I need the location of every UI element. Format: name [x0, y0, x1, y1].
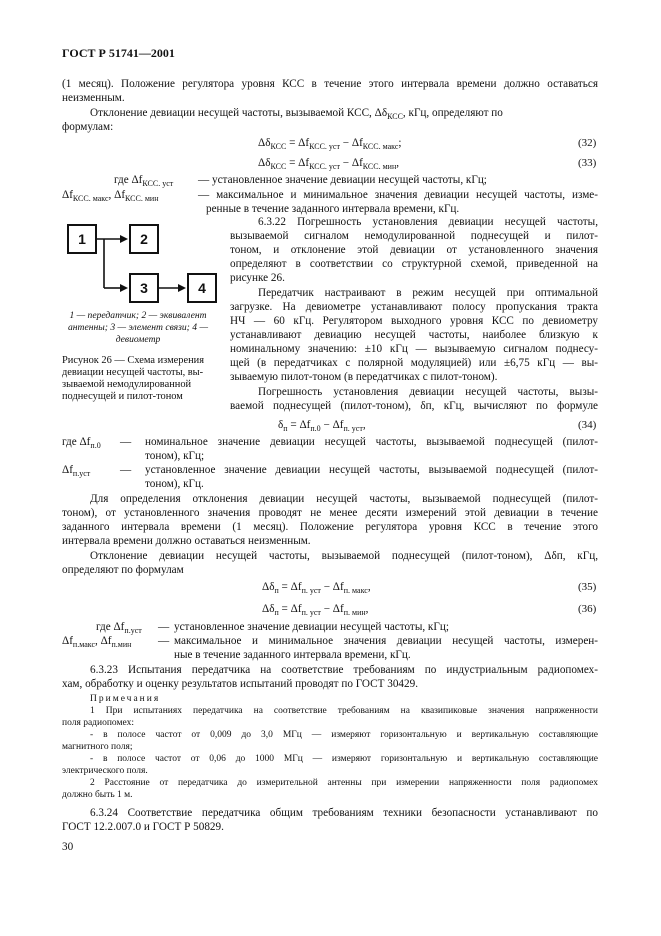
definition-text: — максимальное и минимальное значения девиации несущей частоты, изме-	[198, 189, 598, 201]
definition-term: где $\Delta f_{п.0}$	[62, 436, 101, 451]
paragraph-line: интервала времени должно оставаться неизменным.	[62, 535, 311, 547]
paragraph-line: 6.3.22 Погрешность установления девиации несущей частоты,	[258, 216, 598, 228]
paragraph-line: определяют по формулам	[62, 564, 184, 576]
definition-term: $\Delta f_{п.уст}$	[62, 464, 91, 479]
figure-caption: зываемой немодулированной	[62, 379, 192, 390]
paragraph-line: Передатчик настраивают в режим несущей при оптимальной	[258, 287, 598, 299]
paragraph-line: 6.3.24 Соответствие передатчика общим требованиям техники безопасности устанавливают по	[90, 807, 598, 819]
paragraph-line: определяют в соответствии со структурной схемой, приведенной на	[230, 258, 598, 270]
definition-text: установленное значение девиации несущей частоты, вызываемой поднесущей (пилот-	[145, 464, 598, 476]
paragraph-line: ваемой поднесущей (пилот-тоном), δп, кГц, вычисляют по формуле	[230, 400, 598, 412]
equation-number: (35)	[578, 581, 597, 593]
paragraph-line: тоном, и отклонение этой девиации от установленного значения	[230, 244, 598, 256]
equation-number: (36)	[578, 603, 597, 615]
equation-number: (34)	[578, 419, 597, 431]
definition-dash: —	[158, 635, 170, 647]
figure-legend: 1 — передатчик; 2 — эквивалент	[69, 310, 207, 321]
equation-number: (33)	[578, 157, 597, 169]
paragraph-line: ГОСТ 12.2.007.0 и ГОСТ Р 50829.	[62, 821, 224, 833]
paragraph-line: неизменным.	[62, 92, 125, 104]
note-line: - в полосе частот от 0,009 до 3,0 МГц — измеряют горизонтальную и вертикальную составляющие	[90, 730, 598, 740]
definition-term: где $\Delta f_{п.уст}$	[96, 621, 142, 636]
definition-text: ренные в течение заданного интервала времени, кГц.	[206, 203, 460, 215]
note-line: 2 Расстояние от передатчика до измерительной антенны при измерении напряженности поля радиопомех	[90, 778, 598, 788]
paragraph-line: 6.3.23 Испытания передатчика на соответствие требованиям по индустриальным радиопомех-	[90, 664, 598, 676]
definition-text: максимальное и минимальное значения девиации несущей частоты, измерен-	[174, 635, 598, 647]
block-antenna-equivalent: 2	[129, 224, 159, 254]
paragraph-line: НЧ — 60 кГц. Регулятором выходного уровня КСС по девиометру	[230, 315, 598, 327]
block-coupling-element: 3	[129, 273, 159, 303]
paragraph-line: Погрешность установления девиации несущей частоты, вызы-	[258, 386, 598, 398]
paragraph-line: номинальному значению: ±10 кГц — вызываемую сигналом поднесу-	[230, 343, 598, 355]
definition-dash: —	[120, 464, 132, 476]
paragraph-line: устанавливают девиацию несущей частоты, наиболее близкую к	[230, 329, 598, 341]
document-header: ГОСТ Р 51741—2001	[62, 46, 175, 60]
equation-36: $\Delta\delta_п = \Delta f_{п. уст} - \Delta f_{п. мин}$,	[262, 603, 369, 618]
definition-text: — установленное значение девиации несущей частоты, кГц;	[198, 174, 487, 186]
equation-33: $\Delta\delta_{КСС} = \Delta f_{КСС. уст} - \Delta f_{КСС. мин}$,	[258, 157, 400, 172]
paragraph-line: тоном), от установленного значения проводят не менее десяти измерений этой девиации в течение	[62, 507, 598, 519]
definition-term: $\Delta f_{КСС. макс}$, $\Delta f_{КСС. мин}$	[62, 189, 159, 204]
equation-number: (32)	[578, 137, 597, 149]
paragraph-line: (1 месяц). Положение регулятора уровня КСС в течение этого интервала времени должно оставаться	[62, 78, 598, 90]
definition-text: тоном), кГц.	[145, 478, 204, 490]
page-number: 30	[62, 841, 74, 853]
definition-dash: —	[120, 436, 132, 448]
paragraph-line: Отклонение девиации несущей частоты, вызываемой КСС, $\Delta\delta_{КСС}$, кГц, определяют по	[90, 107, 503, 122]
paragraph-line: Для определения отклонения девиации несущей частоты, вызываемой поднесущей (пилот-	[90, 493, 598, 505]
figure-legend: антенны; 3 — элемент связи; 4 —	[68, 322, 208, 333]
definition-text: ные в течение заданного интервала времени, кГц.	[174, 649, 411, 661]
paragraph-line: загрузке. На девиометре устанавливают полосу пропускания тракта	[230, 301, 598, 313]
definition-term: $\Delta f_{п.макс}$, $\Delta f_{п.мин}$	[62, 635, 132, 650]
notes-heading: Примечания	[90, 694, 161, 704]
definition-term: где $\Delta f_{КСС. уст}$	[114, 174, 174, 189]
definition-dash: —	[158, 621, 170, 633]
definition-text: тоном), кГц;	[145, 450, 205, 462]
figure-legend: девиометр	[115, 334, 161, 345]
note-line: поля радиопомех:	[62, 718, 134, 728]
definition-text: номинальное значение девиации несущей частоты, вызываемой поднесущей (пилот-	[145, 436, 598, 448]
paragraph-line: хам, обработку и оценку результатов испытаний проводят по ГОСТ 30429.	[62, 678, 418, 690]
note-line: - в полосе частот от 0,06 до 1000 МГц — измеряют горизонтальную и вертикальную составляющие	[90, 754, 598, 764]
note-line: 1 При испытаниях передатчика на соответствие требованиям на квазипиковые значения напряженности	[90, 706, 598, 716]
paragraph-line: заданного интервала времени (1 месяц). Положение регулятора уровня КСС в течение этого	[62, 521, 598, 533]
note-line: электрического поля.	[62, 766, 148, 776]
block-deviometer: 4	[187, 273, 217, 303]
definition-text: установленное значение девиации несущей частоты, кГц;	[174, 621, 449, 633]
figure-caption: Рисунок 26 — Схема измерения	[62, 355, 204, 366]
paragraph-line: формулам:	[62, 121, 114, 133]
equation-34: $\delta_п = \Delta f_{п.0} - \Delta f_{п. уст}$,	[278, 419, 366, 434]
note-line: магнитного поля;	[62, 742, 133, 752]
paragraph-line: зываемую пилот-тоном (в передатчиках с пилот-тоном).	[230, 371, 498, 383]
note-line: должно быть 1 м.	[62, 790, 133, 800]
block-transmitter: 1	[67, 224, 97, 254]
block-diagram	[60, 218, 220, 318]
figure-caption: девиации несущей частоты, вы-	[62, 367, 204, 378]
figure-caption: поднесущей и пилот-тоном	[62, 391, 183, 402]
equation-35: $\Delta\delta_п = \Delta f_{п. уст} - \Delta f_{п. макс}$,	[262, 581, 371, 596]
paragraph-line: Отклонение девиации несущей частоты, вызываемой поднесущей (пилот-тоном), Δδп, кГц,	[90, 550, 598, 562]
paragraph-line: рисунке 26.	[230, 272, 285, 284]
paragraph-line: щей (в передатчиках с полярной модуляцией) или ±6,75 кГц — вы-	[230, 357, 598, 369]
paragraph-line: вызываемой сигналом немодулированной поднесущей и пилот-	[230, 230, 598, 242]
equation-32: $\Delta\delta_{КСС} = \Delta f_{КСС. уст} - \Delta f_{КСС. макс}$;	[258, 137, 402, 152]
